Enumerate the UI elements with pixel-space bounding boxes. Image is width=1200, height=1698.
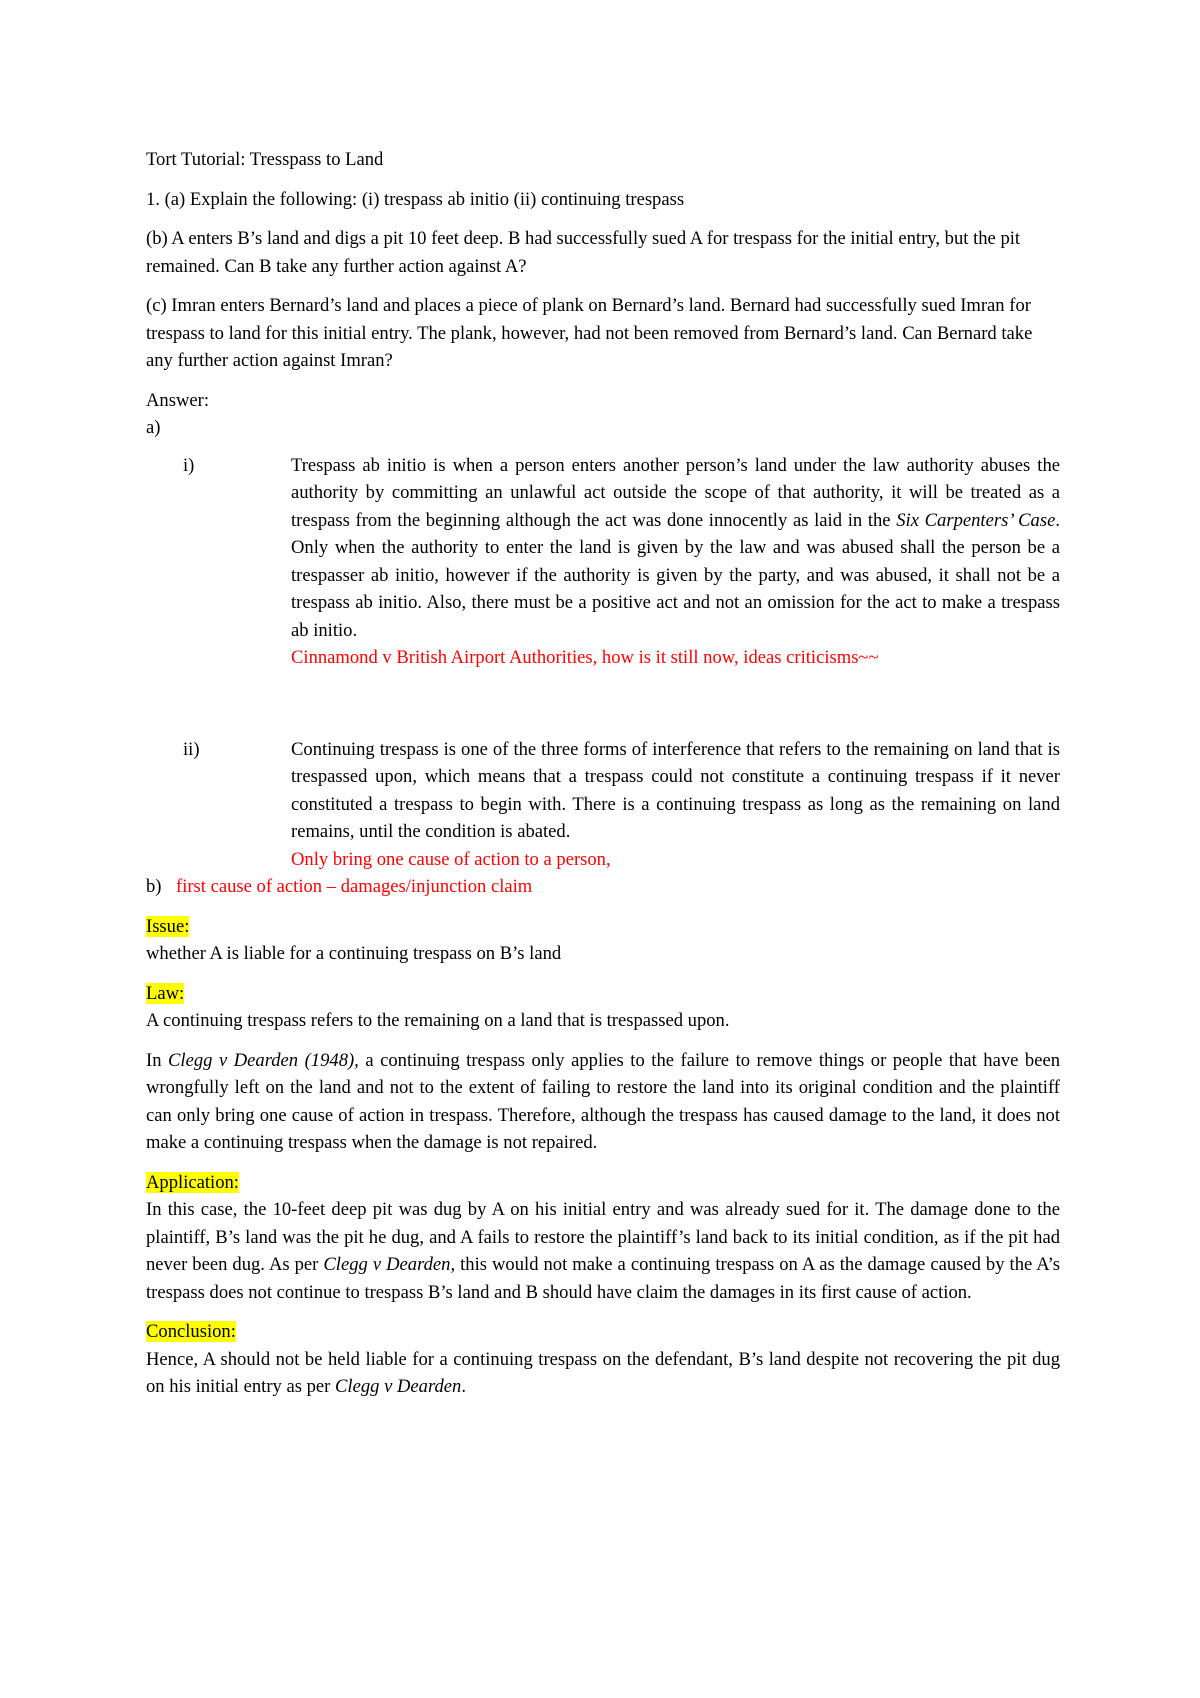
part-b-label: b): [146, 876, 162, 897]
part-b-item: [146, 873, 1060, 901]
trespass-ab-initio-text-2: . Only when the authority to enter the land is given by the law and was abused shall the person be a trespasser ab initio, however if the authority is given by the party, and was abused, it shall not be a trespass ab initio. Also, there must be a positive act and not an omission for the act to make a trespass ab initio.: [291, 509, 1060, 641]
conclusion-heading: Conclusion:: [146, 1321, 236, 1342]
list-item-ii: [146, 736, 1060, 874]
question-1b: (b) A enters B’s land and digs a pit 10 feet deep. B had successfully sued A for trespass for the initial entry, but the pit remained. Can B take any further action against A?: [146, 228, 1021, 277]
part-a-label: a): [146, 417, 161, 438]
document-title: Tort Tutorial: Tresspass to Land: [146, 149, 384, 170]
conclusion-text-1: Hence, A should not be held liable for a continuing trespass on the defendant, B’s land despite not recovering the pit dug on his initial entry as per: [146, 1348, 1060, 1397]
trespass-ab-initio-text: [291, 452, 1060, 645]
answer-label: Answer:: [146, 389, 209, 411]
law-heading: Law:: [146, 982, 185, 1004]
list-number-ii: ii): [183, 738, 200, 760]
issue-heading: Issue:: [146, 915, 190, 937]
issue-text: whether A is liable for a continuing trespass on B’s land: [146, 943, 562, 964]
application-heading: Application:: [146, 1171, 239, 1193]
case-clegg-v-dearden-conclusion: Clegg v Dearden: [335, 1376, 462, 1397]
list-item-i: [146, 452, 1060, 672]
continuing-trespass-text: Continuing trespass is one of the three forms of interference that refers to the remaining on land that is trespassed upon, which means that a trespass could not constitute a continuing trespass if it never constituted a trespass to begin with. There is a continuing trespass as long as the remaining on land remains, until the condition is abated.: [291, 738, 1060, 842]
conclusion-period: .: [461, 1376, 466, 1397]
note-one-cause: Only bring one cause of action to a person,: [291, 848, 611, 870]
law-clegg-intro: In: [146, 1049, 169, 1071]
question-1c: (c) Imran enters Bernard’s land and places a piece of plank on Bernard’s land. Bernard had successfully sued Imran for trespass to land for this initial entry. The plank, however, had not been removed from Bernard’s land. Can Bernard take any further action against Imran?: [146, 295, 1033, 371]
case-clegg-v-dearden: Clegg v Dearden,: [323, 1254, 456, 1275]
application-text-1: In this case, the 10-feet deep pit was dug by A on his initial entry and was already sued for it. The damage done to the plaintiff, B’s land was the pit he dug, and A fails to restore the plaintiff’s land back to its initial condition, as if the pit had never been dug. As per: [146, 1199, 1060, 1275]
note-first-cause: first cause of action – damages/injunction claim: [176, 876, 533, 897]
case-six-carpenters: Six Carpenters’ Case: [896, 509, 1056, 531]
note-cinnamond: Cinnamond v British Airport Authorities, how is it still now, ideas criticisms~~: [291, 647, 879, 668]
conclusion-text: [146, 1346, 1060, 1401]
law-text: A continuing trespass refers to the remaining on a land that is trespassed upon.: [146, 1010, 730, 1031]
law-clegg-body: a continuing trespass only applies to the failure to remove things or people that have been wrongfully left on the land and not to the extent of failing to restore the land into its original condition and the plaintiff can only bring one cause of action in trespass. Therefore, although the trespass has caused damage to the land, it does not make a continuing trespass when the damage is not repaired.: [146, 1049, 1060, 1153]
list-number-i: i): [183, 454, 195, 476]
question-1a: 1. (a) Explain the following: (i) trespass ab initio (ii) continuing trespass: [146, 188, 685, 210]
application-text-2: this would not make a continuing trespass on A as the damage caused by the A’s trespass does not continue to trespass B’s land and B should have claim the damages in its first cause of action.: [146, 1254, 1060, 1303]
application-text: [146, 1196, 1060, 1306]
document-body: [146, 146, 1060, 1401]
trespass-ab-initio-text-1: Trespass ab initio is when a person enters another person’s land under the law authority abuses the authority by committing an unlawful act outside the scope of that authority, it will be treated as a trespass from the beginning although the act was done innocently as laid in the: [291, 454, 1060, 531]
case-clegg-v-dearden-1948: Clegg v Dearden (1948),: [168, 1049, 359, 1071]
law-clegg-paragraph: [146, 1047, 1060, 1157]
